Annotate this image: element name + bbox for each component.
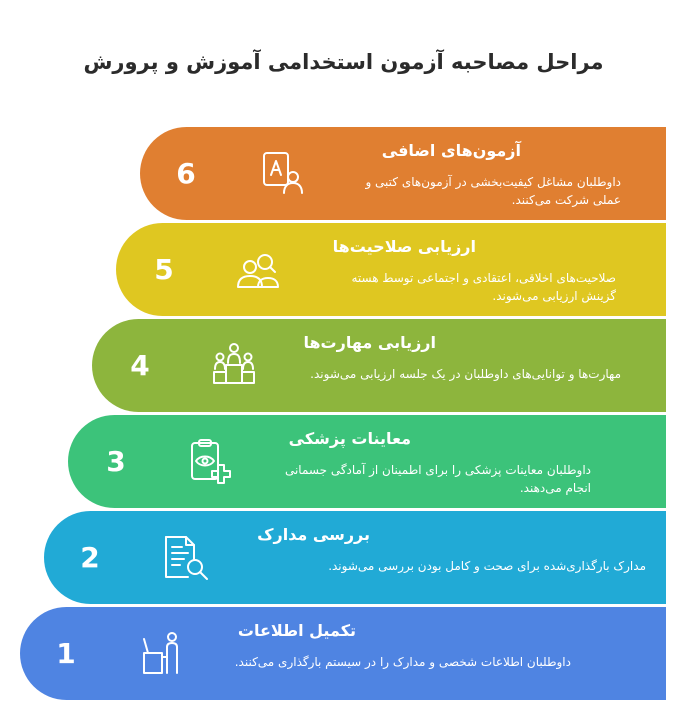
step-1 xyxy=(20,607,666,700)
document-user-icon xyxy=(258,149,306,197)
step-title: ارزیابی صلاحیت‌ها xyxy=(332,237,476,256)
document-search-icon xyxy=(162,533,210,581)
step-6 xyxy=(140,127,666,220)
step-number: 3 xyxy=(106,445,126,478)
step-description: مدارک بارگذاری‌شده برای صحت و کامل بودن بررسی می‌شوند. xyxy=(328,559,646,573)
people-search-icon xyxy=(234,245,282,293)
step-title: معاینات پزشکی xyxy=(288,429,411,448)
step-number: 4 xyxy=(130,349,150,382)
step-number: 5 xyxy=(154,253,174,286)
step-title: آزمون‌های اضافی xyxy=(381,141,521,160)
step-title: ارزیابی مهارت‌ها xyxy=(303,333,436,352)
step-number: 6 xyxy=(176,157,196,190)
podium-people-icon xyxy=(210,341,258,389)
person-desk-icon xyxy=(138,629,186,677)
step-title: بررسی مدارک xyxy=(257,525,370,544)
step-description: داوطلبان معاینات پزشکی را برای اطمینان از آمادگی جسمانی انجام می‌دهند. xyxy=(284,463,591,495)
step-3 xyxy=(68,415,666,508)
medical-clipboard-icon xyxy=(186,437,234,485)
step-description: داوطلبان اطلاعات شخصی و مدارک را در سیستم بارگذاری می‌کنند. xyxy=(234,655,571,669)
page-title: مراحل مصاحبه آزمون استخدامی آموزش و پرورش xyxy=(83,50,604,74)
step-4 xyxy=(92,319,666,412)
step-title: تکمیل اطلاعات xyxy=(237,621,356,640)
step-number: 1 xyxy=(56,637,76,670)
step-5 xyxy=(116,223,666,316)
step-description: داوطلبان مشاغل کیفیت‌بخشی در آزمون‌های کتبی و عملی شرکت می‌کنند. xyxy=(365,175,621,207)
step-description: مهارت‌ها و توانایی‌های داوطلبان در یک جلسه ارزیابی می‌شوند. xyxy=(310,367,621,381)
step-2 xyxy=(44,511,666,604)
step-description: صلاحیت‌های اخلاقی، اعتقادی و اجتماعی توسط هسته گزینش ارزیابی می‌شوند. xyxy=(351,271,616,303)
step-number: 2 xyxy=(80,541,100,574)
